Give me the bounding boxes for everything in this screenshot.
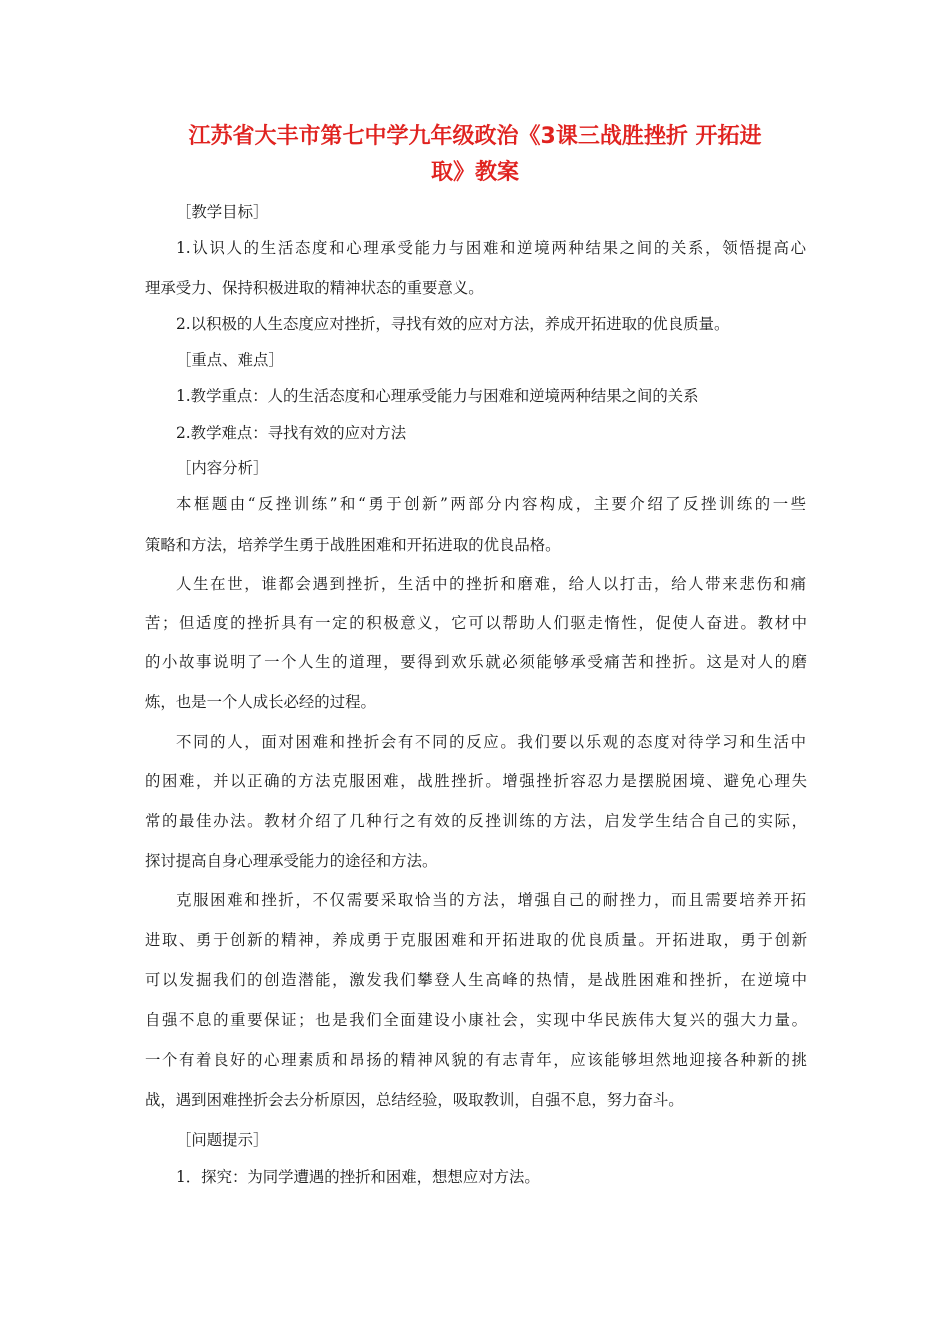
text-line: 策略和方法，培养学生勇于战胜困难和开拓进取的优良品格。 bbox=[145, 536, 561, 554]
text-line: 理承受力、保持积极进取的精神状态的重要意义。 bbox=[145, 279, 484, 297]
text-line: 苦；但适度的挫折具有一定的积极意义，它可以帮助人们驱走惰性，促使人奋进。教材中 bbox=[145, 614, 807, 632]
document-title-line-1: 江苏省大丰市第七中学九年级政治《3课三战胜挫折 开拓进 bbox=[188, 124, 762, 149]
text-line: 的困难，并以正确的方法克服困难，战胜挫折。增强挫折容忍力是摆脱困境、避免心理失 bbox=[145, 772, 807, 790]
text-line: 本框题由“反挫训练”和“勇于创新”两部分内容构成，主要介绍了反挫训练的一些 bbox=[176, 495, 806, 513]
text-line: 2.教学难点：寻找有效的应对方法 bbox=[176, 424, 407, 442]
text-line: 不同的人，面对困难和挫折会有不同的反应。我们要以乐观的态度对待学习和生活中 bbox=[176, 733, 806, 751]
text-line: 炼，也是一个人成长必经的过程。 bbox=[145, 693, 376, 711]
text-line: 1.教学重点：人的生活态度和心理承受能力与困难和逆境两种结果之间的关系 bbox=[176, 387, 699, 405]
text-line: 的小故事说明了一个人生的道理，要得到欢乐就必须能够承受痛苦和挫折。这是对人的磨 bbox=[145, 653, 807, 671]
section-heading-content: ［内容分析］ bbox=[176, 459, 269, 477]
text-line: 战，遇到困难挫折会去分析原因，总结经验，吸取教训，自强不息，努力奋斗。 bbox=[145, 1091, 684, 1109]
text-line: 自强不息的重要保证；也是我们全面建设小康社会，实现中华民族伟大复兴的强大力量。 bbox=[145, 1011, 807, 1029]
text-line: 探讨提高自身心理承受能力的途径和方法。 bbox=[145, 852, 438, 870]
text-line: 一个有着良好的心理素质和昂扬的精神风貌的有志青年，应该能够坦然地迎接各种新的挑 bbox=[145, 1051, 807, 1069]
text-line: 可以发掘我们的创造潜能，激发我们攀登人生高峰的热情，是战胜困难和挫折，在逆境中 bbox=[145, 971, 807, 989]
text-line: 克服困难和挫折，不仅需要采取恰当的方法，增强自己的耐挫力，而且需要培养开拓 bbox=[176, 891, 806, 909]
text-line: 1．探究：为同学遭遇的挫折和困难，想想应对方法。 bbox=[176, 1168, 540, 1186]
text-line: 进取、勇于创新的精神，养成勇于克服困难和开拓进取的优良质量。开拓进取，勇于创新 bbox=[145, 931, 807, 949]
text-line: 常的最佳办法。教材介绍了几种行之有效的反挫训练的方法，启发学生结合自己的实际， bbox=[145, 812, 807, 830]
section-heading-key-points: ［重点、难点］ bbox=[176, 351, 284, 369]
document-title-line-2: 取》教案 bbox=[430, 160, 519, 185]
text-line: 2.以积极的人生态度应对挫折，寻找有效的应对方法，养成开拓进取的优良质量。 bbox=[176, 315, 730, 333]
section-heading-goals: ［教学目标］ bbox=[176, 203, 269, 221]
section-heading-questions: ［问题提示］ bbox=[176, 1131, 269, 1149]
text-line: 人生在世，谁都会遇到挫折，生活中的挫折和磨难，给人以打击，给人带来悲伤和痛 bbox=[176, 575, 806, 593]
text-line: 1.认识人的生活态度和心理承受能力与困难和逆境两种结果之间的关系，领悟提高心 bbox=[176, 239, 806, 257]
